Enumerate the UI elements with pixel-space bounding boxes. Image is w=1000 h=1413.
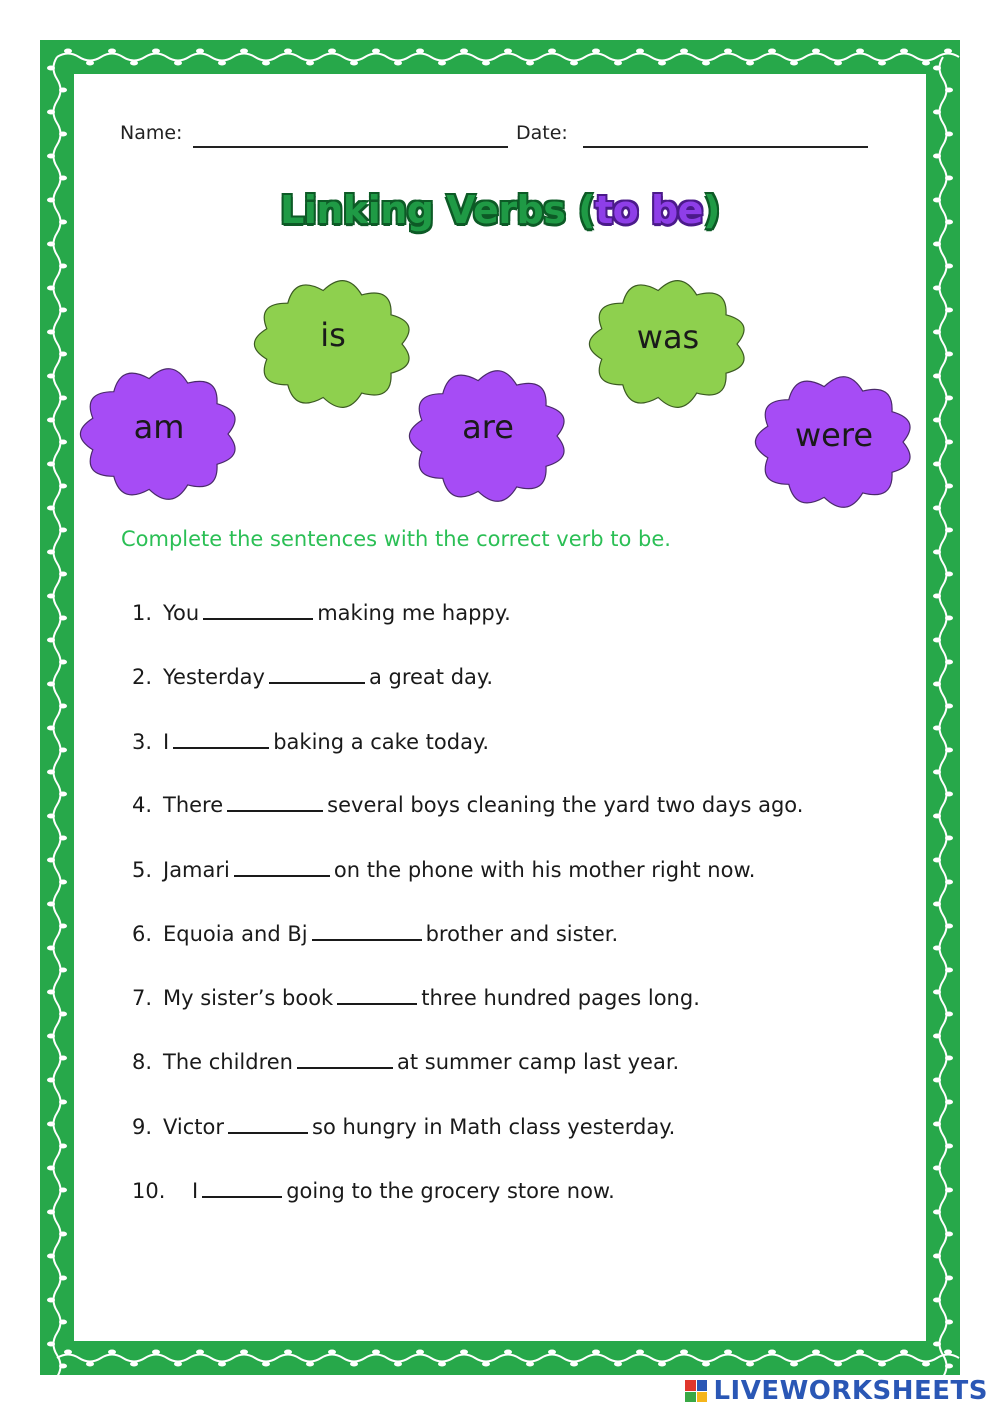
answer-blank-8[interactable] — [297, 1047, 393, 1069]
sentence-3: 3. I baking a cake today. — [132, 727, 489, 754]
answer-blank-5[interactable] — [234, 855, 330, 877]
name-label: Name: — [120, 122, 183, 144]
answer-blank-4[interactable] — [227, 790, 323, 812]
word-cloud-were — [751, 372, 917, 512]
word-cloud-are — [405, 366, 571, 506]
word-are: are — [462, 408, 514, 446]
liveworksheets-brand — [685, 1376, 988, 1406]
sentence-7: 7. My sister’s book three hundred pages long. — [132, 983, 700, 1010]
answer-blank-2[interactable] — [269, 662, 365, 684]
title-highlight: to be — [594, 188, 703, 232]
page-border — [40, 40, 960, 1375]
worksheet-title — [0, 188, 1000, 232]
sentence-10: 10. I going to the grocery store now. — [132, 1176, 615, 1203]
brand-name: LIVEWORKSHEETS — [713, 1376, 988, 1406]
sentence-9: 9. Victor so hungry in Math class yesterday. — [132, 1112, 675, 1139]
answer-blank-1[interactable] — [203, 598, 313, 620]
liveworksheets-logo-icon — [685, 1380, 707, 1402]
word-is: is — [320, 316, 346, 354]
title-main: Linking Verbs ( — [280, 188, 595, 232]
answer-blank-9[interactable] — [228, 1112, 308, 1134]
word-cloud-was — [585, 276, 751, 412]
answer-blank-7[interactable] — [337, 983, 417, 1005]
word-were: were — [795, 416, 873, 454]
word-am: am — [133, 408, 185, 446]
word-cloud-am — [76, 364, 242, 504]
sentence-2: 2. Yesterday a great day. — [132, 662, 493, 689]
answer-blank-3[interactable] — [173, 727, 269, 749]
title-close: ) — [702, 188, 720, 232]
sentence-4: 4. There several boys cleaning the yard two days ago. — [132, 790, 803, 817]
sentence-5: 5. Jamari on the phone with his mother right now. — [132, 855, 755, 882]
answer-blank-10[interactable] — [202, 1176, 282, 1198]
instruction-text: Complete the sentences with the correct verb to be. — [121, 527, 671, 551]
answer-blank-6[interactable] — [312, 919, 422, 941]
sentence-6: 6. Equoia and Bj brother and sister. — [132, 919, 618, 946]
sentence-8: 8. The children at summer camp last year. — [132, 1047, 679, 1074]
name-field[interactable] — [193, 146, 508, 148]
date-label: Date: — [516, 122, 568, 144]
word-cloud-is — [250, 276, 416, 412]
sentence-1: 1. You making me happy. — [132, 598, 511, 625]
word-was: was — [636, 318, 700, 356]
date-field[interactable] — [583, 146, 868, 148]
